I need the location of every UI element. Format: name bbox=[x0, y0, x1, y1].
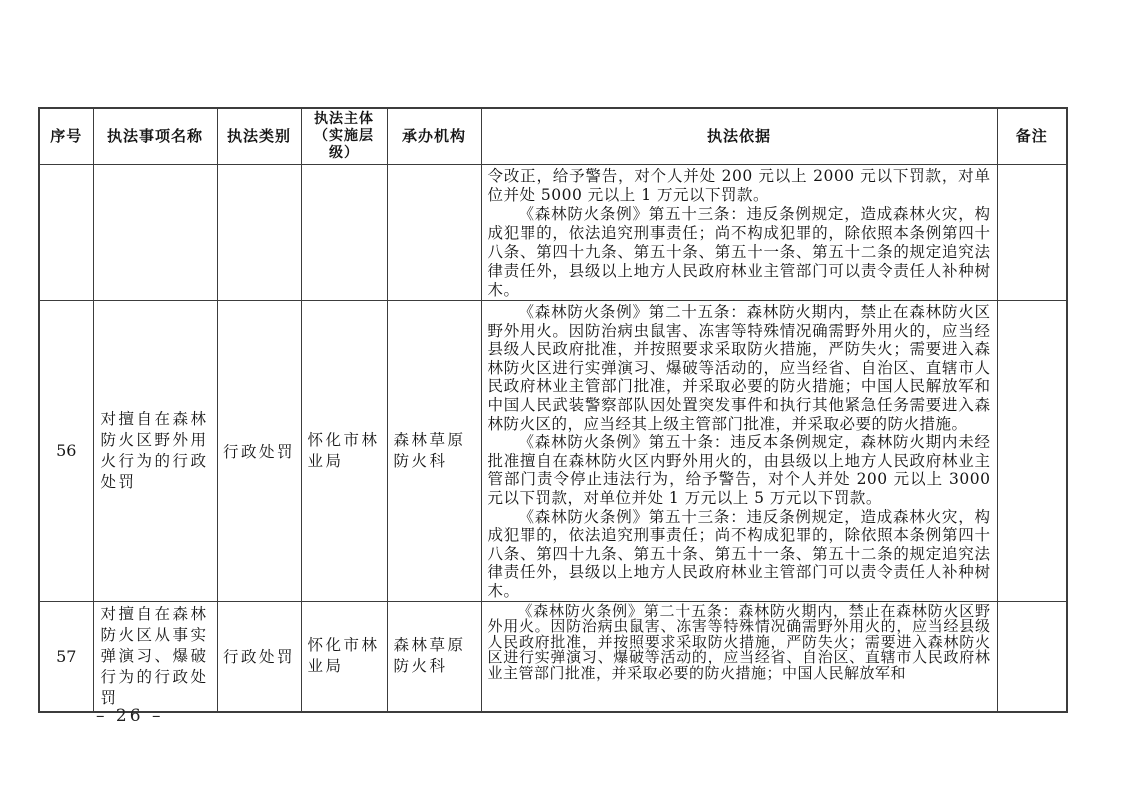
col-header-seq: 序号 bbox=[39, 108, 93, 165]
basis-paragraph: 令改正，给予警告，对个人并处 200 元以上 2000 元以下罚款，对单位并处 5000 元以上 1 万元以下罚款。 bbox=[487, 167, 991, 204]
cell-subject: 怀化市林业局 bbox=[301, 601, 387, 712]
cell-category bbox=[217, 165, 301, 301]
cell-subject: 怀化市林业局 bbox=[301, 301, 387, 602]
basis-paragraph: 《森林防火条例》第五十三条：违反条例规定，造成森林火灾，构成犯罪的，依法追究刑事责任；尚不构成犯罪的，除依照本条例第四十八条、第四十九条、第五十条、第五十一条、第五十二条的规定追究法律责任外，县级以上地方人民政府林业主管部门可以责令责任人补种树木。 bbox=[487, 205, 991, 299]
col-header-basis: 执法依据 bbox=[481, 108, 997, 165]
col-header-subject: 执法主体 （实施层 级） bbox=[301, 108, 387, 165]
table-row-continuation bbox=[39, 165, 1067, 301]
cell-remark bbox=[997, 601, 1067, 712]
table-row-57 bbox=[39, 601, 1067, 712]
cell-seq: 56 bbox=[39, 301, 93, 602]
table-row-56 bbox=[39, 301, 1067, 602]
cell-remark bbox=[997, 165, 1067, 301]
basis-paragraph: 《森林防火条例》第五十条：违反本条例规定，森林防火期内未经批准擅自在森林防火区内野外用火的，由县级以上地方人民政府林业主管部门责令停止违法行为，给予警告，对个人并处 200 元以上 3000 元以下罚款，对单位并处 1 万元以上 5 万元以下罚款。 bbox=[487, 433, 991, 507]
page-number: – 26 – bbox=[96, 706, 164, 726]
cell-item-name: 对擅自在森林防火区从事实弹演习、爆破行为的行政处罚 bbox=[93, 601, 217, 712]
cell-item-name bbox=[93, 165, 217, 301]
col-header-remark: 备注 bbox=[997, 108, 1067, 165]
cell-category: 行政处罚 bbox=[217, 301, 301, 602]
basis-paragraph: 《森林防火条例》第二十五条：森林防火期内，禁止在森林防火区野外用火。因防治病虫鼠害、冻害等特殊情况确需野外用火的，应当经县级人民政府批准，并按照要求采取防火措施，严防失火；需要进入森林防火区进行实弹演习、爆破等活动的，应当经省、自治区、直辖市人民政府林业主管部门批准，并采取必要的防火措施；中国人民解放军和 bbox=[487, 601, 991, 682]
cell-subject bbox=[301, 165, 387, 301]
table-header-row bbox=[39, 108, 1067, 165]
cell-item-name: 对擅自在森林防火区野外用火行为的行政处罚 bbox=[93, 301, 217, 602]
col-header-agency: 承办机构 bbox=[387, 108, 481, 165]
cell-agency: 森林草原防火科 bbox=[387, 301, 481, 602]
col-header-category: 执法类别 bbox=[217, 108, 301, 165]
col-header-item-name: 执法事项名称 bbox=[93, 108, 217, 165]
cell-legal-basis bbox=[481, 301, 997, 602]
cell-category: 行政处罚 bbox=[217, 601, 301, 712]
basis-paragraph: 《森林防火条例》第五十三条：违反条例规定，造成森林火灾，构成犯罪的，依法追究刑事责任；尚不构成犯罪的，除依照本条例第四十八条、第四十九条、第五十条、第五十一条、第五十二条的规定追究法律责任外，县级以上地方人民政府林业主管部门可以责令责任人补种树木。 bbox=[487, 507, 991, 600]
basis-paragraph: 《森林防火条例》第二十五条：森林防火期内，禁止在森林防火区野外用火。因防治病虫鼠害、冻害等特殊情况确需野外用火的，应当经县级人民政府批准，并按照要求采取防火措施，严防失火；需要进入森林防火区进行实弹演习、爆破等活动的，应当经省、自治区、直辖市人民政府林业主管部门批准，并采取必要的防火措施；中国人民解放军和中国人民武装警察部队因处置突发事件和执行其他紧急任务需要进入森林防火区的，应当经其上级主管部门批准，并采取必要的防火措施。 bbox=[487, 303, 991, 433]
cell-agency: 森林草原防火科 bbox=[387, 601, 481, 712]
cell-seq bbox=[39, 165, 93, 301]
cell-agency bbox=[387, 165, 481, 301]
cell-legal-basis bbox=[481, 165, 997, 301]
enforcement-items-table bbox=[38, 107, 1068, 713]
cell-seq: 57 bbox=[39, 601, 93, 712]
cell-legal-basis bbox=[481, 601, 997, 712]
cell-remark bbox=[997, 301, 1067, 602]
